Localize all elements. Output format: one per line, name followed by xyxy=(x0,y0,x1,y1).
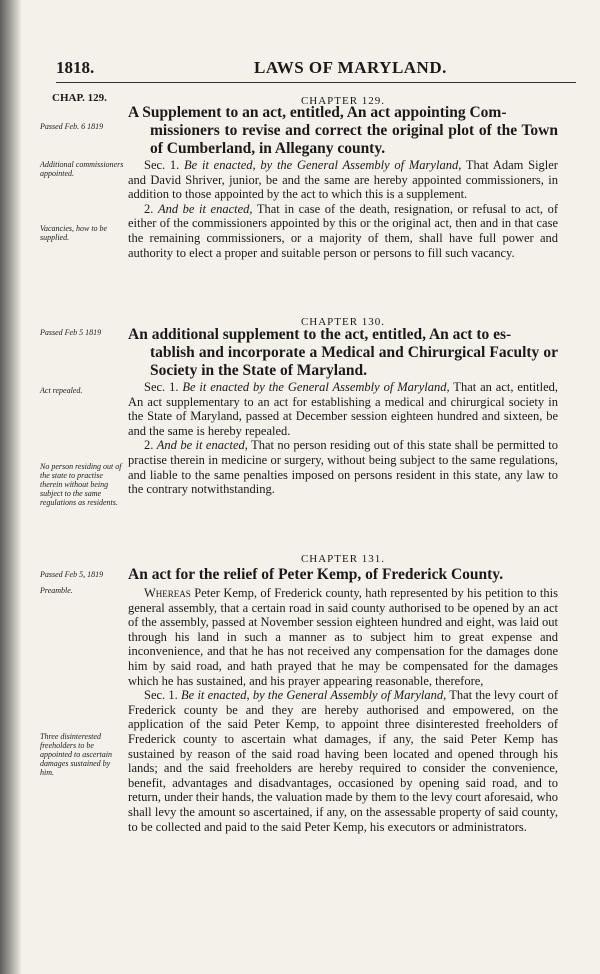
section-paragraph: 2. And be it enacted, That in case of the death, resignation, or refusal to act, of either of the commissioners appointed by this or the original act, then and in that case the remaining commissioners, or a majority of them, shall have full power and authority to elect a proper and suitable person or persons to fill such vacancy. xyxy=(128,201,559,260)
section-paragraph: Sec. 1. Be it enacted, by the General Assembly of Maryland, That the levy court of Frederick county be and they are hereby authorised and empowered, on the application of the said Peter Kemp, to appoint three disinterested freeholders of Frederick county to ascertain what damages, if any, the said Peter Kemp has sustained by reason of the said road having been located and opened through his lands; and the said freeholders are hereby required to consider the convenience, benefit, advantages and disadvantages, occasioned by opening said road, and to return, under their hands, the valuation made by them to the levy court aforesaid, who shall levy the amount so ascertained, if any, on the assessable property of said county, to be collected and paid to the said Peter Kemp, his executors or administrators. xyxy=(128,688,558,834)
act-title xyxy=(128,566,558,584)
margin-passed-date: Passed Feb 5 1819 xyxy=(40,328,102,337)
margin-preamble-label: Preamble. xyxy=(40,586,73,595)
margin-note: No person residing out of the state to practise therein without being subject to the same regulations as residents. xyxy=(40,462,122,507)
chapter-heading: CHAPTER 129. xyxy=(300,95,386,107)
header-year: 1818. xyxy=(56,58,95,77)
header-rule xyxy=(56,82,576,83)
chapter-body xyxy=(128,158,558,260)
chapter-heading: CHAPTER 131. xyxy=(300,553,386,565)
margin-note: Additional commissioners appointed. xyxy=(40,160,124,178)
running-header xyxy=(56,58,576,78)
page-binding-shadow xyxy=(0,0,22,974)
section-paragraph: Sec. 1. Be it enacted by the General Assembly of Maryland, That an act, entitled, An act supplementary to an act for establishing a medical and chirurgical society in the State of Maryland, passed at December session eighteen hundred and sixteen, be and the same is hereby repealed. xyxy=(128,380,558,438)
act-title-first-line: An act for the relief of Peter Kemp, of Frederick County. xyxy=(128,566,504,583)
margin-passed-date: Passed Feb. 6 1819 xyxy=(40,122,104,131)
header-title: LAWS OF MARYLAND. xyxy=(254,58,447,77)
act-title-first-line: A Supplement to an act, entitled, An act appointing Com- xyxy=(128,104,507,121)
act-title xyxy=(128,104,558,158)
chapter-body xyxy=(128,380,558,497)
chapter-heading: CHAPTER 130. xyxy=(300,316,386,328)
act-title-first-line: An additional supplement to the act, entitled, An act to es- xyxy=(128,326,512,343)
act-title-continuation: missioners to revise and correct the original plot of the Town of Cumberland, in Allegany county. xyxy=(150,122,558,157)
section-paragraph: 2. And be it enacted, That no person residing out of this state shall be permitted to practise therein in medicine or surgery, without being subject to the same regulations, and liable to the same penalties imposed on persons resident in this state, any law to the contrary notwithstanding. xyxy=(128,438,558,497)
margin-chapter-label: CHAP. 129. xyxy=(52,92,107,104)
section-paragraph: Sec. 1. Be it enacted, by the General Assembly of Maryland, That Adam Sigler and David Shriver, junior, be and the same are hereby appointed commissioners, in addition to those appointed by the act to which this is a supplement. xyxy=(128,158,558,202)
act-title-continuation: tablish and incorporate a Medical and Chirurgical Faculty or Society in the State of Maryland. xyxy=(150,344,558,379)
margin-passed-date: Passed Feb 5, 1819 xyxy=(40,570,104,579)
preamble-paragraph: Whereas Peter Kemp, of Frederick county, hath represented by his petition to this general assembly, that a certain road in said county authorised to be opened by an act of the assembly, passed at November session eighteen hundred and eight, was laid out through his land in such a manner as to subject him to great expense and inconvenience, and that he has not received any compensation for the damages done him by said road, and hath prayed that he may be compensated for the damages which he has sustained, and his prayer appearing reasonable, therefore, xyxy=(128,586,558,688)
act-title xyxy=(128,326,558,380)
margin-note: Vacancies, how to be supplied. xyxy=(40,224,108,242)
margin-note: Three disinterested freeholders to be appointed to ascertain damages sustained by him. xyxy=(40,732,112,777)
margin-note: Act repealed. xyxy=(40,386,83,395)
chapter-body xyxy=(128,586,558,834)
